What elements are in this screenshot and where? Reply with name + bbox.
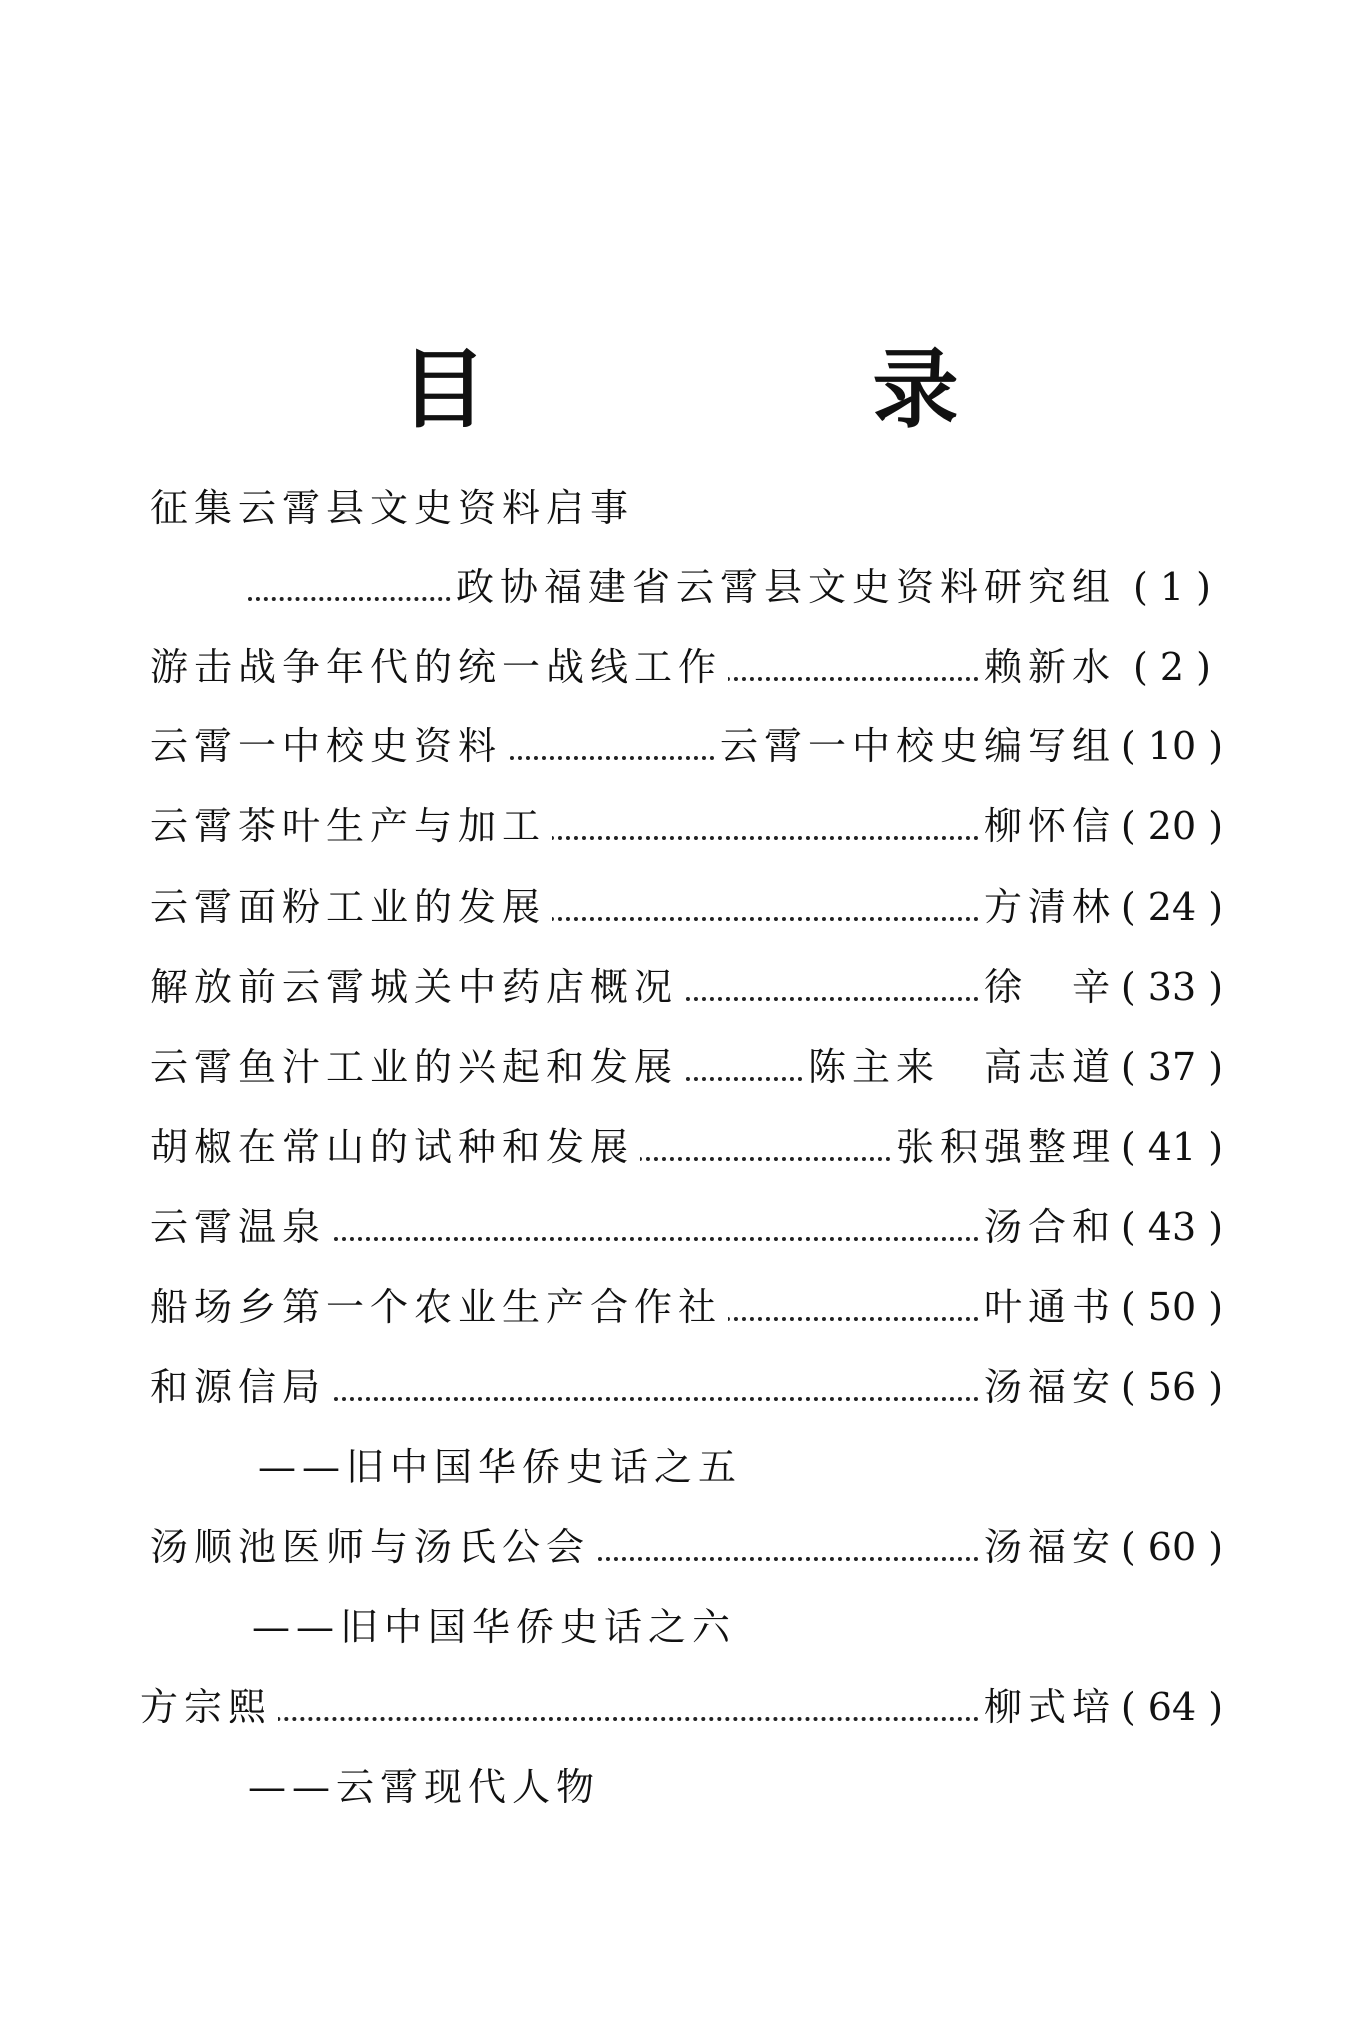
toc-entry[interactable] (0, 1517, 1359, 1577)
toc-entry[interactable] (0, 637, 1359, 697)
entry-author: 柳式培 (980, 1677, 1116, 1737)
entry-title: 方宗熙 (140, 1677, 278, 1737)
entry-title: 汤顺池医师与汤氏公会 (150, 1517, 596, 1577)
entry-title: 和源信局 (150, 1357, 332, 1417)
entry-title: 游击战争年代的统一战线工作 (150, 637, 728, 697)
entry-subtitle: ——旧中国华侨史话之五 (258, 1445, 743, 1489)
entry-title: 船场乡第一个农业生产合作社 (150, 1277, 728, 1337)
toc-entry[interactable] (0, 557, 1359, 617)
entry-page: ( 10 ) (1120, 724, 1224, 768)
entry-page: ( 50 ) (1120, 1285, 1224, 1329)
entry-page: ( 56 ) (1120, 1365, 1224, 1409)
entry-title: 云霄茶叶生产与加工 (150, 796, 552, 856)
entry-page: ( 37 ) (1120, 1045, 1224, 1089)
entry-author: 汤合和 (980, 1197, 1116, 1257)
entry-title: 胡椒在常山的试种和发展 (150, 1117, 640, 1177)
entry-author: 张积强整理 (892, 1117, 1116, 1177)
entry-title: 解放前云霄城关中药店概况 (150, 957, 684, 1017)
toc-entry[interactable] (0, 1197, 1359, 1257)
toc-entry[interactable] (0, 1677, 1359, 1737)
entry-page: ( 1 ) (1133, 565, 1211, 609)
entry-page: ( 64 ) (1120, 1685, 1224, 1729)
entry-author: 汤福安 (980, 1357, 1116, 1417)
entry-title: 征集云霄县文史资料启事 (150, 478, 640, 538)
entry-author: 徐 辛 (980, 957, 1116, 1017)
entry-title: 云霄鱼汁工业的兴起和发展 (150, 1037, 684, 1097)
entry-author: 方清林 (980, 877, 1116, 937)
entry-page: ( 60 ) (1120, 1525, 1224, 1569)
toc-entry[interactable] (0, 1117, 1359, 1177)
entry-author: 赖新水 (980, 637, 1116, 697)
toc-entry[interactable] (0, 1277, 1359, 1337)
entry-subtitle: ——云霄现代人物 (248, 1765, 601, 1809)
entry-page: ( 33 ) (1120, 965, 1224, 1009)
toc-entry[interactable] (0, 716, 1359, 776)
entry-title: 云霄一中校史资料 (150, 716, 508, 776)
toc-entry[interactable] (0, 796, 1359, 856)
entry-subtitle: ——旧中国华侨史话之六 (252, 1605, 737, 1649)
entry-title: 云霄温泉 (150, 1197, 332, 1257)
entry-author: 汤福安 (980, 1517, 1116, 1577)
entry-page: ( 43 ) (1120, 1205, 1224, 1249)
entry-title: 云霄面粉工业的发展 (150, 877, 552, 937)
entry-author: 陈主来 高志道 (804, 1037, 1116, 1097)
toc-entry[interactable] (0, 1357, 1359, 1417)
entry-page: ( 24 ) (1120, 885, 1224, 929)
toc-entry[interactable] (0, 957, 1359, 1017)
entry-author: 云霄一中校史编写组 (716, 716, 1116, 776)
entry-author: 叶通书 (980, 1277, 1116, 1337)
entry-page: ( 2 ) (1133, 645, 1211, 689)
entry-author: 政协福建省云霄县文史资料研究组 (452, 557, 1116, 617)
entry-page: ( 20 ) (1120, 804, 1224, 848)
entry-author: 柳怀信 (980, 796, 1116, 856)
toc-entry[interactable] (0, 1037, 1359, 1097)
toc-entry[interactable] (0, 877, 1359, 937)
entry-page: ( 41 ) (1120, 1125, 1224, 1169)
toc-entry-heading-line (0, 478, 1359, 538)
page-title: 目 录 (400, 340, 1109, 440)
